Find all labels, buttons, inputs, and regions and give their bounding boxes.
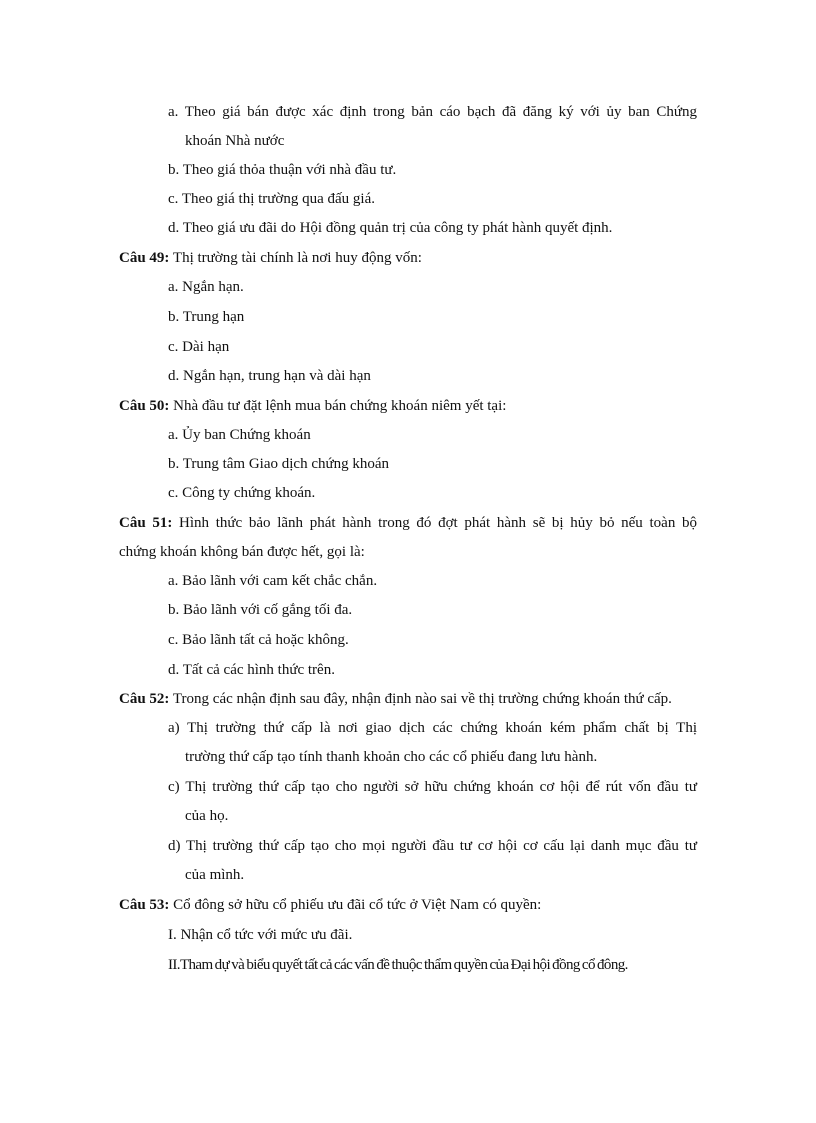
q50-option-c: c. Công ty chứng khoán. [168,485,316,501]
q51-label: Câu 51: [119,515,173,531]
q52-option-d-cont: của mình. [185,867,245,883]
q53-item-1: I. Nhận cổ tức với mức ưu đãi. [168,927,353,943]
q51-question-cont: chứng khoán không bán được hết, gọi là: [119,544,365,560]
q52-text: Trong các nhận định sau đây, nhận định nào sai về thị trường chứng khoán thứ cấp. [169,691,672,707]
q50-option-a: a. Ủy ban Chứng khoán [168,427,311,443]
q52-option-c-cont: của họ. [185,808,229,824]
q48-option-a: a. Theo giá bán được xác định trong bản cáo bạch đã đăng ký với ủy ban Chứng [168,104,697,120]
q50-question [119,396,506,416]
q51-question [119,513,697,533]
q51-option-a: a. Bảo lãnh với cam kết chắc chắn. [168,573,378,589]
q50-text: Nhà đầu tư đặt lệnh mua bán chứng khoán niêm yết tại: [169,398,507,414]
q49-label: Câu 49: [119,250,170,266]
q50-option-b: b. Trung tâm Giao dịch chứng khoán [168,456,390,472]
q49-option-a: a. Ngắn hạn. [168,279,244,295]
q53-item-2: II.Tham dự và biểu quyết tất cả các vấn đề thuộc thẩm quyền của Đại hội đồng cổ đông. [168,957,628,973]
q52-option-a-cont: trường thứ cấp tạo tính thanh khoản cho các cổ phiếu đang lưu hành. [185,749,598,765]
q49-option-d: d. Ngắn hạn, trung hạn và dài hạn [168,368,371,384]
q52-option-d: d) Thị trường thứ cấp tạo cho mọi người đầu tư cơ hội cơ cấu lại danh mục đầu tư [168,838,697,854]
q53-label: Câu 53: [119,897,170,913]
q48-option-a-cont: khoán Nhà nước [185,133,285,149]
q49-text: Thị trường tài chính là nơi huy động vốn: [169,250,422,266]
q51-option-c: c. Bảo lãnh tất cả hoặc không. [168,632,349,648]
q51-option-d: d. Tất cả các hình thức trên. [168,662,335,678]
q48-option-b: b. Theo giá thỏa thuận với nhà đầu tư. [168,162,397,178]
q48-option-c: c. Theo giá thị trường qua đấu giá. [168,191,375,207]
q53-text: Cổ đông sở hữu cổ phiếu ưu đãi cổ tức ở Việt Nam có quyền: [169,897,542,913]
q49-option-b: b. Trung hạn [168,309,245,325]
q51-text-line1: Hình thức bảo lãnh phát hành trong đó đợt phát hành sẽ bị hủy bỏ nếu toàn bộ [172,515,698,531]
q49-option-c: c. Dài hạn [168,339,230,355]
q53-question [119,895,541,915]
q48-option-d: d. Theo giá ưu đãi do Hội đồng quản trị của công ty phát hành quyết định. [168,220,613,236]
q49-question [119,248,422,268]
q52-label: Câu 52: [119,691,170,707]
q50-label: Câu 50: [119,398,170,414]
q51-option-b: b. Bảo lãnh với cố gắng tối đa. [168,602,353,618]
q52-option-a: a) Thị trường thứ cấp là nơi giao dịch các chứng khoán kém phẩm chất bị Thị [168,720,697,736]
q52-question [119,689,672,709]
q52-option-c: c) Thị trường thứ cấp tạo cho người sở hữu chứng khoán cơ hội để rút vốn đầu tư [168,779,697,795]
